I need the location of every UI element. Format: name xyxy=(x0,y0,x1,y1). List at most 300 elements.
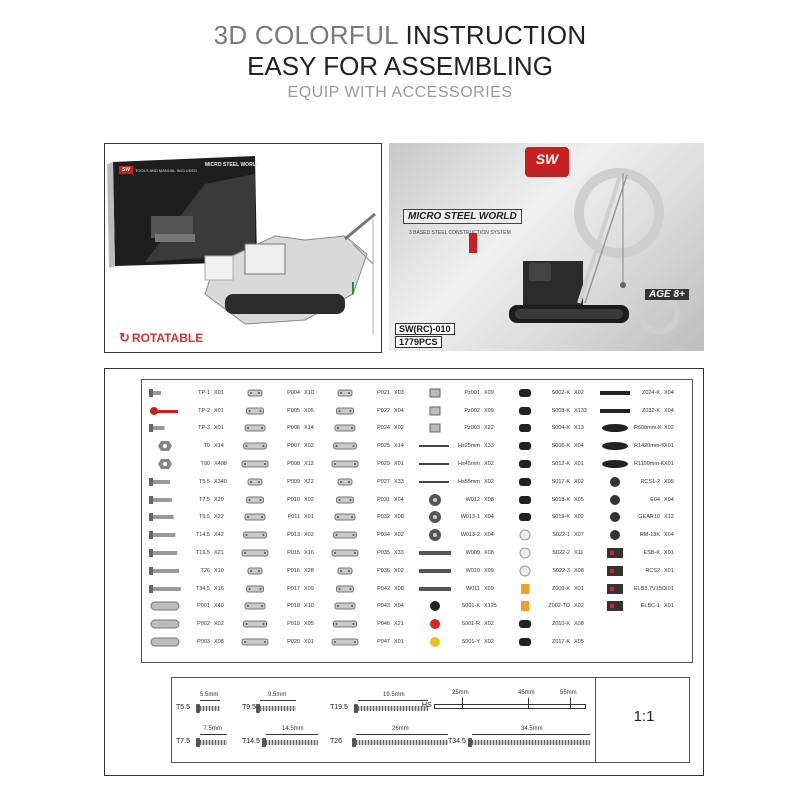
ruler-dimension-line xyxy=(260,700,296,701)
part-item xyxy=(596,580,685,598)
part-qty: X04 xyxy=(394,407,404,414)
part-qty: X08 xyxy=(574,567,584,574)
part-name: Z009-K xyxy=(551,585,570,592)
part-item xyxy=(236,491,325,509)
part-icon xyxy=(236,405,274,417)
part-name: P001 xyxy=(197,603,210,610)
part-icon xyxy=(326,494,364,506)
rotatable-badge xyxy=(119,330,203,346)
part-icon xyxy=(416,529,454,541)
part-name: P024 xyxy=(377,425,390,432)
part-name: P015 xyxy=(287,550,300,557)
part-icon xyxy=(326,422,364,434)
part-name: P027 xyxy=(377,478,390,485)
part-item xyxy=(146,455,235,473)
part-item xyxy=(506,455,595,473)
part-qty: X01 xyxy=(214,389,224,396)
part-name: R1100mm-K xyxy=(634,461,665,468)
part-icon xyxy=(236,458,274,470)
part-icon xyxy=(596,458,634,470)
part-qty: X02 xyxy=(304,443,314,450)
part-qty: X01 xyxy=(214,407,224,414)
part-qty: X21 xyxy=(214,550,224,557)
part-qty: X02 xyxy=(484,478,494,485)
part-icon xyxy=(506,476,544,488)
ruler-divider xyxy=(595,678,596,762)
part-item xyxy=(506,562,595,580)
part-icon xyxy=(326,440,364,452)
part-name: S017-K xyxy=(551,478,570,485)
part-icon xyxy=(236,618,274,630)
part-name: ELB3.7V15C xyxy=(634,585,666,592)
part-name: Hs55mm xyxy=(457,478,480,485)
part-name: T00 xyxy=(200,461,210,468)
part-qty: X33 xyxy=(394,550,404,557)
part-name: S022-2 xyxy=(552,550,570,557)
part-name: T0 xyxy=(203,443,210,450)
headline-light: 3D COLORFUL xyxy=(213,20,398,50)
headline-dark: INSTRUCTION xyxy=(405,20,587,50)
part-item xyxy=(236,437,325,455)
ruler-screw-name: T9.5 xyxy=(242,704,257,711)
parts-column xyxy=(236,384,325,651)
part-qty: X09 xyxy=(484,407,494,414)
part-qty: X09 xyxy=(304,585,314,592)
part-item xyxy=(146,473,235,491)
box-tag: TOOLS AND MANUAL INCLUDED xyxy=(135,168,198,173)
part-icon xyxy=(596,529,634,541)
part-qty: X01 xyxy=(304,639,314,646)
part-icon xyxy=(416,618,454,630)
part-name: S003-K xyxy=(551,407,570,414)
part-qty: X02 xyxy=(484,461,494,468)
hs-mark-label: 25mm xyxy=(452,690,469,696)
part-item xyxy=(596,437,685,455)
part-name: Hs45mm xyxy=(457,461,480,468)
part-name: S004-K xyxy=(551,425,570,432)
part-item xyxy=(506,402,595,420)
part-qty: X02 xyxy=(214,621,224,628)
part-icon xyxy=(416,600,454,612)
part-name: S002-K xyxy=(551,389,570,396)
part-qty: X04 xyxy=(664,496,674,503)
part-item xyxy=(416,544,505,562)
part-icon xyxy=(506,618,544,630)
part-item xyxy=(146,544,235,562)
part-name: R600mm-K xyxy=(634,425,662,432)
part-item xyxy=(146,437,235,455)
part-item xyxy=(146,420,235,438)
part-qty: X04 xyxy=(484,514,494,521)
part-qty: X08 xyxy=(484,496,494,503)
part-icon xyxy=(236,583,274,595)
part-icon xyxy=(506,405,544,417)
part-qty: X01 xyxy=(574,585,584,592)
ruler-dimension-line xyxy=(472,734,590,735)
part-icon xyxy=(416,565,454,577)
part-item xyxy=(506,420,595,438)
part-name: Z032-K xyxy=(641,407,660,414)
part-qty: X04 xyxy=(664,389,674,396)
part-icon xyxy=(326,476,364,488)
part-item xyxy=(146,402,235,420)
part-name: P036 xyxy=(377,567,390,574)
part-qty: X05 xyxy=(574,496,584,503)
part-qty: X42 xyxy=(214,532,224,539)
part-item xyxy=(236,580,325,598)
part-item xyxy=(236,598,325,616)
part-item xyxy=(416,402,505,420)
part-name: W011 xyxy=(466,585,480,592)
sw-logo: SW xyxy=(525,147,569,177)
part-icon xyxy=(236,476,274,488)
hs-mark-label: 45mm xyxy=(518,690,535,696)
part-name: T7.5 xyxy=(198,496,210,503)
part-item xyxy=(146,562,235,580)
hs-mark-label: 55mm xyxy=(560,690,577,696)
part-icon xyxy=(146,583,184,595)
part-qty: X09 xyxy=(484,585,494,592)
part-icon xyxy=(146,511,184,523)
part-icon xyxy=(146,440,184,452)
part-item xyxy=(146,526,235,544)
part-name: Z024-K xyxy=(641,389,660,396)
part-item xyxy=(326,633,415,651)
part-item xyxy=(416,598,505,616)
part-item xyxy=(506,473,595,491)
parts-column xyxy=(596,384,685,651)
part-icon xyxy=(416,583,454,595)
part-qty: X04 xyxy=(664,407,674,414)
part-item xyxy=(326,509,415,527)
part-item xyxy=(326,437,415,455)
part-qty: X10 xyxy=(304,389,314,396)
ruler-screw-name: T34.5 xyxy=(448,738,466,745)
ruler-screw-name: T26 xyxy=(330,738,343,745)
piece-count: 1779PCS xyxy=(395,336,442,348)
part-name: ESB-K xyxy=(643,550,660,557)
part-qty: X04 xyxy=(394,496,404,503)
part-qty: X02 xyxy=(304,496,314,503)
part-qty: X01 xyxy=(574,461,584,468)
part-icon xyxy=(506,440,544,452)
part-name: S022-1 xyxy=(552,532,570,539)
part-item xyxy=(326,544,415,562)
part-icon xyxy=(416,547,454,559)
part-icon xyxy=(146,529,184,541)
part-item xyxy=(236,420,325,438)
part-qty: X02 xyxy=(574,389,584,396)
part-icon xyxy=(146,618,184,630)
part-item xyxy=(506,491,595,509)
part-qty: X01 xyxy=(664,603,674,610)
part-item xyxy=(236,544,325,562)
part-name: T26 xyxy=(200,567,210,574)
part-qty: X14 xyxy=(214,443,224,450)
part-icon xyxy=(236,600,274,612)
part-item xyxy=(146,491,235,509)
parts-list-panel xyxy=(104,368,704,776)
box-brand-logo: SW xyxy=(119,166,133,174)
part-name: W013-2 xyxy=(460,532,480,539)
part-name: P019 xyxy=(287,621,300,628)
part-item xyxy=(416,491,505,509)
parts-column xyxy=(506,384,595,651)
ruler-screw-length: 9.5mm xyxy=(268,692,287,698)
part-icon xyxy=(236,511,274,523)
part-icon xyxy=(146,547,184,559)
model-number: SW(RC)-010 xyxy=(395,323,455,335)
part-qty: X02 xyxy=(574,478,584,485)
part-name: Pz003 xyxy=(464,425,480,432)
part-name: RCS2 xyxy=(645,567,660,574)
part-icon xyxy=(596,565,634,577)
hs-mark-tick xyxy=(462,698,463,708)
part-name: P016 xyxy=(287,567,300,574)
part-name: P035 xyxy=(377,550,390,557)
part-qty: X408 xyxy=(214,461,227,468)
part-qty: X13 xyxy=(574,425,584,432)
ruler-screw-length: 14.5mm xyxy=(282,726,304,732)
part-qty: X08 xyxy=(484,550,494,557)
sw-logo-sub: STEEL WORLD xyxy=(529,171,565,177)
part-qty: X01 xyxy=(304,514,314,521)
headline-line3: EQUIP WITH ACCESSORIES xyxy=(287,84,513,101)
part-name: P006 xyxy=(287,425,300,432)
part-item xyxy=(596,402,685,420)
ruler-screw-name: T5.5 xyxy=(176,704,191,711)
part-item xyxy=(506,633,595,651)
part-qty: X29 xyxy=(214,496,224,503)
part-icon xyxy=(326,618,364,630)
part-icon xyxy=(326,387,364,399)
part-icon xyxy=(416,494,454,506)
part-name: Z002-TD xyxy=(548,603,570,610)
part-icon xyxy=(236,547,274,559)
part-item xyxy=(326,562,415,580)
part-qty: X01 xyxy=(214,425,224,432)
part-item xyxy=(236,509,325,527)
part-qty: X08 xyxy=(394,585,404,592)
part-name: P009 xyxy=(287,478,300,485)
part-icon xyxy=(146,387,184,399)
part-name: RM-13K xyxy=(639,532,660,539)
part-item xyxy=(596,455,685,473)
part-item xyxy=(236,473,325,491)
part-name: RCS1-2 xyxy=(640,478,660,485)
part-icon xyxy=(236,494,274,506)
part-qty: X03 xyxy=(394,389,404,396)
part-qty: X02 xyxy=(394,567,404,574)
part-item xyxy=(236,384,325,402)
rotatable-label: ROTATABLE xyxy=(131,331,204,345)
ruler-screw xyxy=(472,740,590,745)
part-qty: X14 xyxy=(304,425,314,432)
part-name: P020 xyxy=(287,639,300,646)
model-series-title: MICRO STEEL WORLD xyxy=(403,209,522,224)
part-name: TP-2 xyxy=(198,407,210,414)
part-qty: X22 xyxy=(304,478,314,485)
ruler-screw xyxy=(356,740,448,745)
part-name: S012-K xyxy=(551,461,570,468)
part-name: P042 xyxy=(377,585,390,592)
ruler-screw xyxy=(266,740,318,745)
ruler-screw-name: T19.5 xyxy=(330,704,348,711)
part-name: E04 xyxy=(650,496,660,503)
part-icon xyxy=(146,600,184,612)
screw-ruler xyxy=(171,677,690,763)
hs-label: HS xyxy=(422,702,432,709)
part-qty: X33 xyxy=(484,443,494,450)
part-qty: X10 xyxy=(304,603,314,610)
part-item xyxy=(596,473,685,491)
part-icon xyxy=(236,565,274,577)
part-name: S001-R xyxy=(461,621,480,628)
part-qty: X22 xyxy=(214,514,224,521)
part-qty: X09 xyxy=(484,389,494,396)
part-item xyxy=(416,509,505,527)
part-icon xyxy=(416,458,454,470)
part-qty: X02 xyxy=(574,514,584,521)
part-qty: X28 xyxy=(304,567,314,574)
ruler-dimension-line xyxy=(356,734,448,735)
part-qty: X01 xyxy=(394,461,404,468)
part-name: ELBC-1 xyxy=(640,603,660,610)
part-item xyxy=(596,615,685,633)
ruler-screw-length: 34.5mm xyxy=(521,726,543,732)
part-item xyxy=(596,526,685,544)
ruler-dimension-line xyxy=(200,734,227,735)
ruler-screw xyxy=(358,706,428,711)
parts-column xyxy=(326,384,415,651)
part-qty: X01 xyxy=(664,567,674,574)
part-icon xyxy=(416,387,454,399)
part-qty: X02 xyxy=(574,603,584,610)
part-name: P017 xyxy=(287,585,300,592)
part-qty: X11 xyxy=(574,550,584,557)
part-item xyxy=(236,526,325,544)
ruler-screw-name: T7.5 xyxy=(176,738,191,745)
ruler-screw-length: 7.5mm xyxy=(203,726,222,732)
part-qty: X05 xyxy=(574,639,584,646)
part-icon xyxy=(326,636,364,648)
part-item xyxy=(326,615,415,633)
part-icon xyxy=(236,440,274,452)
part-name: S018-K xyxy=(551,496,570,503)
part-item xyxy=(416,580,505,598)
part-icon xyxy=(596,387,634,399)
part-name: Pz001 xyxy=(464,389,480,396)
part-item xyxy=(506,544,595,562)
part-name: W010 xyxy=(465,567,480,574)
part-name: P005 xyxy=(287,407,300,414)
hs-mark-tick xyxy=(570,698,571,708)
part-item xyxy=(416,455,505,473)
part-item xyxy=(416,420,505,438)
part-icon xyxy=(416,440,454,452)
model-series-subtitle: 3 BASED STEEL CONSTRUCTION SYSTEM xyxy=(409,230,511,236)
part-icon xyxy=(146,476,184,488)
part-item xyxy=(236,402,325,420)
part-name: S006-K xyxy=(551,443,570,450)
part-item xyxy=(146,598,235,616)
part-icon xyxy=(416,422,454,434)
part-qty: X02 xyxy=(394,425,404,432)
part-item xyxy=(416,615,505,633)
parts-column xyxy=(146,384,235,651)
part-qty: X01 xyxy=(664,461,674,468)
part-item xyxy=(146,615,235,633)
part-name: P031 xyxy=(377,496,390,503)
part-icon xyxy=(416,405,454,417)
part-qty: X05 xyxy=(304,407,314,414)
part-name: Z010-K xyxy=(551,621,570,628)
ruler-screw xyxy=(200,706,220,711)
part-item xyxy=(416,437,505,455)
part-name: T5.5 xyxy=(198,478,210,485)
part-item xyxy=(596,544,685,562)
part-qty: X02 xyxy=(394,532,404,539)
part-name: P004 xyxy=(287,389,300,396)
ruler-dimension-line xyxy=(358,700,428,701)
part-name: W009 xyxy=(465,550,480,557)
ruler-screw-length: 26mm xyxy=(392,726,409,732)
part-icon xyxy=(236,636,274,648)
part-qty: X02 xyxy=(484,639,494,646)
part-icon xyxy=(146,405,184,417)
part-icon xyxy=(146,565,184,577)
part-name: TP-3 xyxy=(198,425,210,432)
part-item xyxy=(326,420,415,438)
part-name: P007 xyxy=(287,443,300,450)
part-icon xyxy=(596,476,634,488)
part-item xyxy=(506,580,595,598)
part-name: T34.5 xyxy=(195,585,210,592)
part-item xyxy=(236,455,325,473)
part-icon xyxy=(326,405,364,417)
ruler-screw-name: T14.5 xyxy=(242,738,260,745)
part-icon xyxy=(236,529,274,541)
ruler-screw-length: 19.5mm xyxy=(383,692,405,698)
part-qty: X133 xyxy=(574,407,587,414)
part-item xyxy=(416,526,505,544)
part-icon xyxy=(236,422,274,434)
part-name: W013-1 xyxy=(460,514,480,521)
part-name: Z017-K xyxy=(551,639,570,646)
part-name: GEAR10 xyxy=(638,514,660,521)
part-item xyxy=(596,491,685,509)
product-box-illustration xyxy=(105,144,381,352)
part-name: P047 xyxy=(377,639,390,646)
part-item xyxy=(326,455,415,473)
part-icon xyxy=(326,565,364,577)
part-icon xyxy=(146,636,184,648)
scale-label: 1:1 xyxy=(633,708,655,725)
part-name: S001-Y xyxy=(461,639,480,646)
part-qty: X12 xyxy=(304,461,314,468)
part-item xyxy=(416,633,505,651)
part-name: Pz002 xyxy=(464,407,480,414)
part-qty: X08 xyxy=(574,621,584,628)
part-qty: X04 xyxy=(664,532,674,539)
part-item xyxy=(326,491,415,509)
part-name: P022 xyxy=(377,407,390,414)
part-item xyxy=(236,615,325,633)
part-icon xyxy=(326,547,364,559)
part-name: S001-K xyxy=(461,603,480,610)
part-icon xyxy=(506,565,544,577)
part-name: T19.5 xyxy=(195,550,210,557)
